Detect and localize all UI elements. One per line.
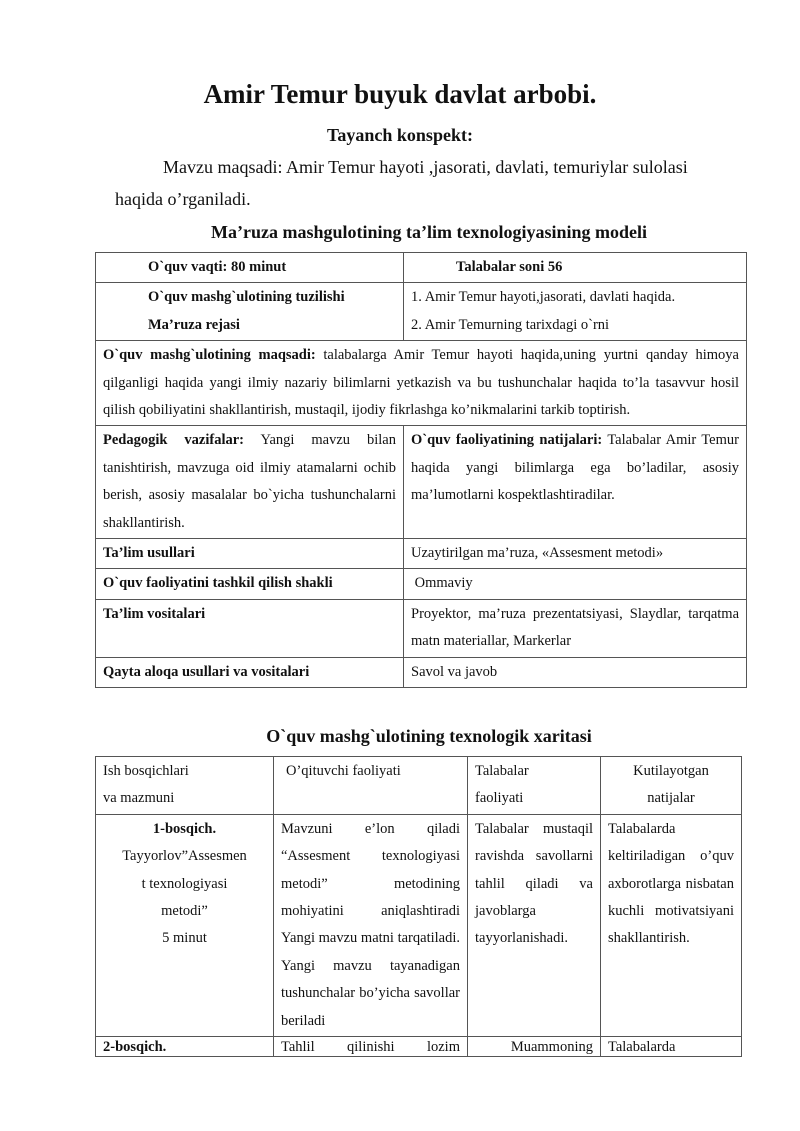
stage2-name: 2-bosqich. — [96, 1037, 274, 1057]
table-row — [96, 1037, 742, 1057]
results-cell — [404, 426, 747, 539]
stage1-name: 1-bosqich. — [152, 820, 217, 837]
header-teacher: O’qituvchi faoliyati — [274, 757, 468, 815]
feedback-label: Qayta aloqa usullari va vositalari — [96, 657, 404, 687]
table-row — [96, 341, 747, 426]
table-row — [96, 253, 747, 283]
header-students: Talabalar faoliyati — [468, 757, 601, 815]
tasks-cell — [96, 426, 404, 539]
stage1-teacher: Mavzuni e’lon qiladi “Assesment texnologiyasi metodi” metodining mohiyatini aniqlashtiradi Yangi mavzu matni tarqatiladi. Yangi mavzu tayanadigan tushunchalar bo’yicha savollar beriladi — [274, 814, 468, 1036]
plan-cell — [404, 283, 747, 341]
tools-label: Ta’lim vositalari — [96, 599, 404, 657]
stage2-students: Muammoning — [468, 1037, 601, 1057]
results-text: Talabalar Amir Temur haqida yangi bilimlarga ega bo’ladilar, asosiy ma’lumotlarni kospektlashtiradilar. — [411, 432, 739, 504]
plan-item-2: 2. Amir Temurning tarixdagi o`rni — [411, 316, 610, 333]
methods-value: Uzaytirilgan ma’ruza, «Assesment metodi» — [404, 539, 747, 569]
stage1-time: 5 minut — [162, 930, 207, 947]
tools-value: Proyektor, ma’ruza prezentatsiyasi, Slaydlar, tarqatma matn materiallar, Markerlar — [404, 599, 747, 657]
methods-label: Ta’lim usullari — [96, 539, 404, 569]
stage1-expected: Talabalarda keltiriladigan o’quv axborotlarga nisbatan kuchli motivatsiyani shakllantirish. — [601, 814, 742, 1036]
table-row — [96, 539, 747, 569]
time-cell: O`quv vaqti: 80 minut — [96, 253, 404, 283]
table-row — [96, 283, 747, 341]
results-label: O`quv faoliyatining natijalari: — [411, 432, 603, 449]
organization-value: Ommaviy — [404, 569, 747, 599]
structure-label: O`quv mashg`ulotining tuzilishi — [148, 289, 345, 306]
structure-cell — [96, 283, 404, 341]
table-row — [96, 814, 742, 1036]
document-subtitle: Tayanch konspekt: — [327, 125, 473, 145]
stage1-cell: 1-bosqich. Tayyorlov”Assesmen t texnologiyasi metodi” 5 minut — [96, 814, 274, 1036]
plan-item-1: 1. Amir Temur hayoti,jasorati, davlati haqida. — [411, 289, 676, 306]
stage2-expected: Talabalarda — [601, 1037, 742, 1057]
lesson-goal: Mavzu maqsadi: Amir Temur hayoti ,jasorati, davlati, temuriylar sulolasi haqida o’rganiladi. — [115, 157, 688, 209]
table-header-row — [96, 757, 742, 815]
lesson-model-table — [95, 252, 747, 688]
purpose-text: talabalarga Amir Temur hayoti haqida,uning yurtni qanday himoya qilganligi haqida yangi ilmiy nazariy bilimlarni yetkazish va bu tushunchalar haqida to’la tasavvur hosil qilish qobiliyatini shakllantirish, mustaqil, ijodiy fikrlashga ko’nikmalarini tarkib toptirish. — [103, 347, 739, 419]
map-heading: O`quv mashg`ulotining texnologik xaritasi — [266, 726, 592, 746]
tasks-label: Pedagogik vazifalar: — [103, 432, 244, 449]
purpose-label: O`quv mashg`ulotining maqsadi: — [103, 347, 316, 364]
table-row — [96, 569, 747, 599]
table-row — [96, 657, 747, 687]
table-row — [96, 599, 747, 657]
students-count-cell: Talabalar soni 56 — [404, 253, 747, 283]
organization-label: O`quv faoliyatini tashkil qilish shakli — [96, 569, 404, 599]
plan-label: Ma’ruza rejasi — [148, 316, 240, 333]
stage1-students: Talabalar mustaqil ravishda savollarni tahlil qiladi va javoblarga tayyorlanishadi. — [468, 814, 601, 1036]
technology-map-table — [95, 756, 742, 1057]
feedback-value: Savol va javob — [404, 657, 747, 687]
header-expected: Kutilayotgan natijalar — [601, 757, 742, 815]
document-title: Amir Temur buyuk davlat arbobi. — [203, 79, 597, 109]
tasks-text: Yangi mavzu bilan tanishtirish, mavzuga oid ilmiy atamalarni ochib berish, asosiy masalalar bo`yicha tushunchalarni shakllantirish. — [103, 432, 396, 531]
header-stages: Ish bosqichlari va mazmuni — [96, 757, 274, 815]
model-heading: Ma’ruza mashgulotining ta’lim texnologiyasining modeli — [210, 222, 648, 242]
purpose-cell — [96, 341, 747, 426]
stage2-teacher: Tahlil qilinishi lozim — [274, 1037, 468, 1057]
table-row — [96, 426, 747, 539]
